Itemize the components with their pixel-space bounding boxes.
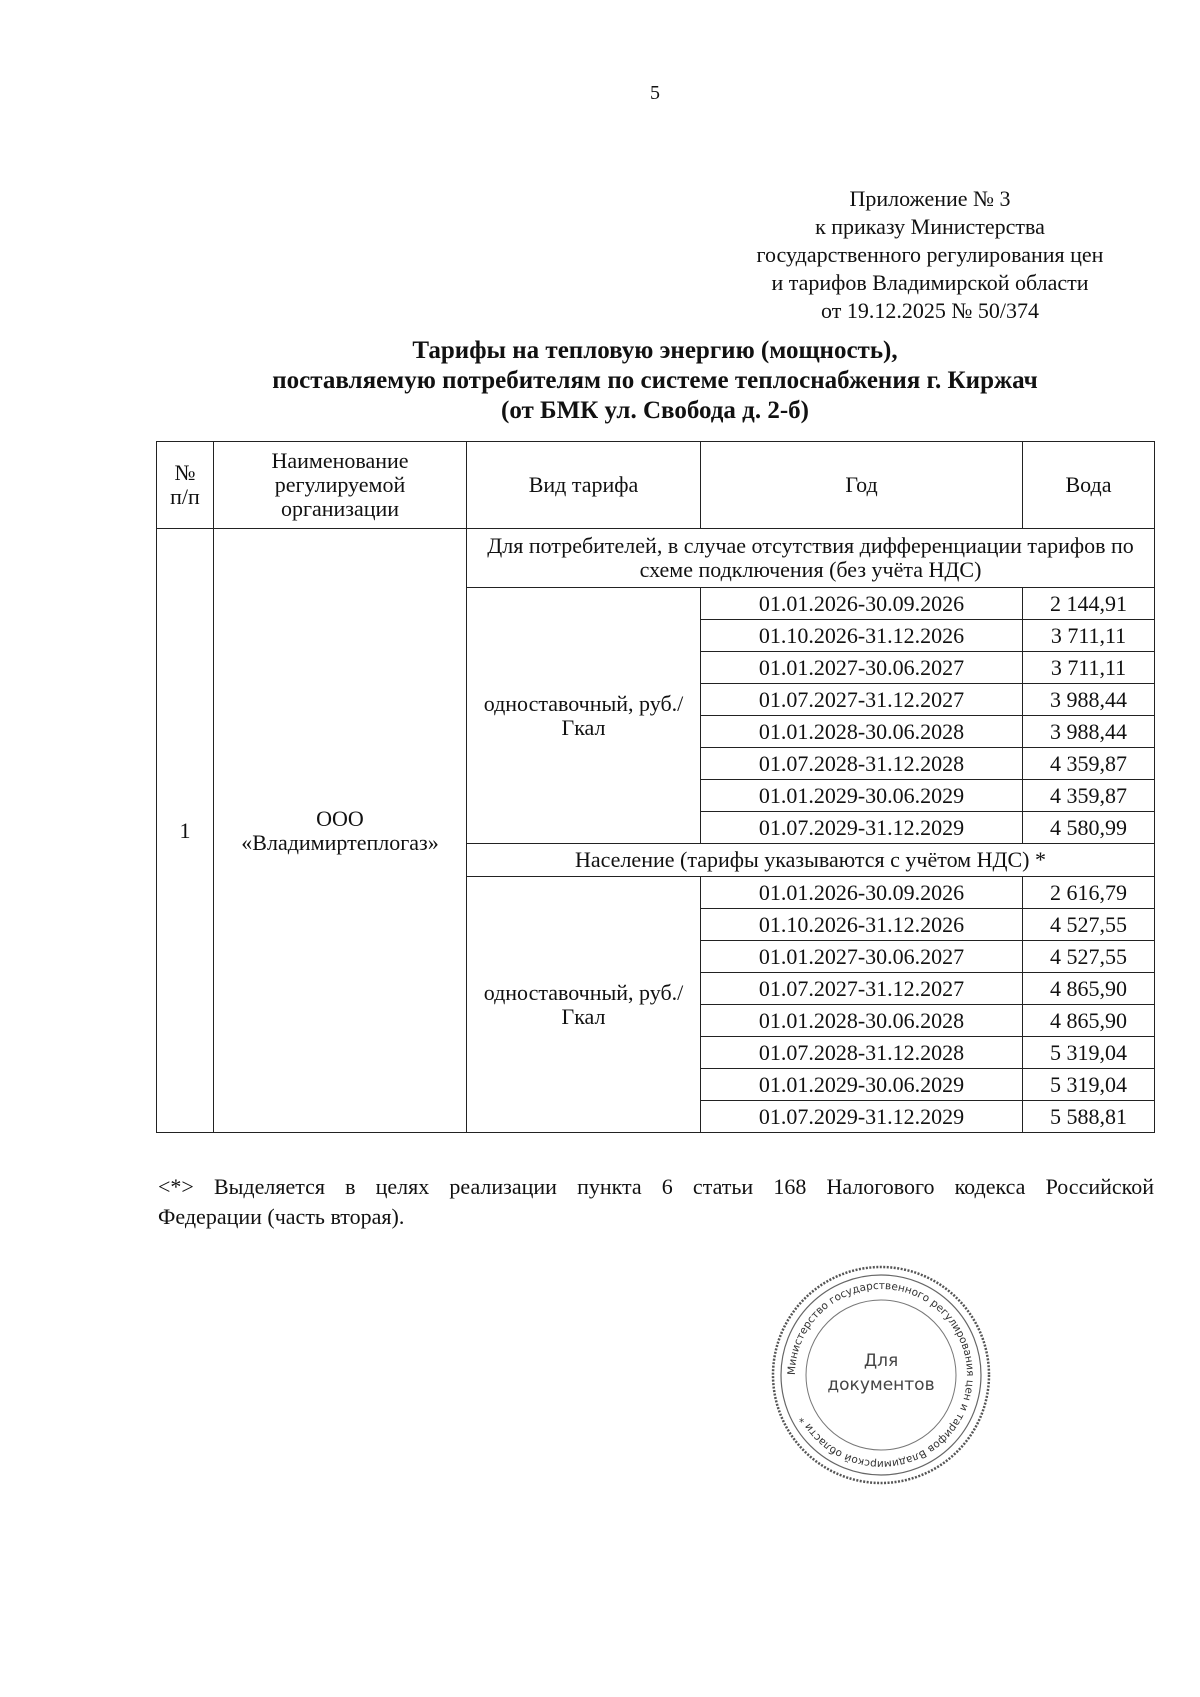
stamp-center-word: документов xyxy=(827,1375,935,1395)
appendix-line: и тарифов Владимирской области xyxy=(771,270,1089,295)
footnote-line: Федерации (часть вторая). xyxy=(158,1204,405,1229)
header-year: Год xyxy=(701,442,1023,529)
value-cell: 4 359,87 xyxy=(1023,780,1155,812)
footnote xyxy=(158,1172,1154,1232)
period-cell: 01.10.2026-31.12.2026 xyxy=(701,620,1023,652)
period-cell: 01.10.2026-31.12.2026 xyxy=(701,909,1023,941)
header-org: Наименование регулируемой организации xyxy=(214,442,467,529)
value-cell: 2 144,91 xyxy=(1023,588,1155,620)
value-cell: 4 527,55 xyxy=(1023,909,1155,941)
value-cell: 4 527,55 xyxy=(1023,941,1155,973)
page-number: 5 xyxy=(650,82,660,104)
value-cell: 3 988,44 xyxy=(1023,716,1155,748)
row-number: 1 xyxy=(157,529,214,1133)
stamp-center-text xyxy=(827,1351,934,1395)
period-cell: 01.01.2028-30.06.2028 xyxy=(701,716,1023,748)
document-title xyxy=(150,336,1160,426)
period-cell: 01.07.2028-31.12.2028 xyxy=(701,1037,1023,1069)
period-cell: 01.01.2027-30.06.2027 xyxy=(701,941,1023,973)
section-heading: Для потребителей, в случае отсутствия дифференциации тарифов по схеме подключения (без учёта НДС) xyxy=(467,529,1155,588)
value-cell: 3 711,11 xyxy=(1023,620,1155,652)
section-heading: Население (тарифы указываются с учётом НДС) * xyxy=(467,844,1155,877)
appendix-line: от 19.12.2025 № 50/374 xyxy=(821,298,1039,323)
value-cell: 5 319,04 xyxy=(1023,1037,1155,1069)
title-line: Тарифы на тепловую энергию (мощность), xyxy=(412,337,898,364)
header-water: Вода xyxy=(1023,442,1155,529)
section-heading-row xyxy=(157,529,1155,588)
stamp-center-word: Для xyxy=(863,1351,899,1371)
appendix-line: Приложение № 3 xyxy=(849,186,1011,211)
stamp-ring-textpath: Министерство государственного регулирования цен и тарифов Владимирской области * xyxy=(785,1279,977,1471)
period-cell: 01.07.2028-31.12.2028 xyxy=(701,748,1023,780)
table-header-row xyxy=(157,442,1155,529)
period-cell: 01.07.2027-31.12.2027 xyxy=(701,973,1023,1005)
title-line: (от БМК ул. Свобода д. 2-б) xyxy=(501,397,809,424)
tariff-type: одноставочный, руб./Гкал xyxy=(467,588,701,844)
period-cell: 01.01.2029-30.06.2029 xyxy=(701,1069,1023,1101)
period-cell: 01.07.2029-31.12.2029 xyxy=(701,1101,1023,1133)
official-stamp xyxy=(768,1262,994,1488)
value-cell: 3 711,11 xyxy=(1023,652,1155,684)
period-cell: 01.01.2028-30.06.2028 xyxy=(701,1005,1023,1037)
title-line: поставляемую потребителям по системе теплоснабжения г. Киржач xyxy=(272,367,1038,394)
tariff-type: одноставочный, руб./Гкал xyxy=(467,877,701,1133)
footnote-line: <*> Выделяется в целях реализации пункта 6 статьи 168 Налогового кодекса Российской xyxy=(158,1174,1154,1199)
value-cell: 4 359,87 xyxy=(1023,748,1155,780)
period-cell: 01.01.2026-30.09.2026 xyxy=(701,877,1023,909)
header-tariff-type: Вид тарифа xyxy=(467,442,701,529)
tariff-table xyxy=(156,441,1155,1133)
value-cell: 3 988,44 xyxy=(1023,684,1155,716)
value-cell: 5 588,81 xyxy=(1023,1101,1155,1133)
header-num: № п/п xyxy=(157,442,214,529)
period-cell: 01.07.2027-31.12.2027 xyxy=(701,684,1023,716)
value-cell: 4 865,90 xyxy=(1023,973,1155,1005)
value-cell: 4 865,90 xyxy=(1023,1005,1155,1037)
value-cell: 2 616,79 xyxy=(1023,877,1155,909)
period-cell: 01.01.2029-30.06.2029 xyxy=(701,780,1023,812)
appendix-header xyxy=(730,185,1130,325)
period-cell: 01.07.2029-31.12.2029 xyxy=(701,812,1023,844)
period-cell: 01.01.2026-30.09.2026 xyxy=(701,588,1023,620)
organization-name: ООО «Владимиртеплогаз» xyxy=(214,529,467,1133)
period-cell: 01.01.2027-30.06.2027 xyxy=(701,652,1023,684)
value-cell: 5 319,04 xyxy=(1023,1069,1155,1101)
appendix-line: государственного регулирования цен xyxy=(756,242,1104,267)
value-cell: 4 580,99 xyxy=(1023,812,1155,844)
appendix-line: к приказу Министерства xyxy=(815,214,1045,239)
